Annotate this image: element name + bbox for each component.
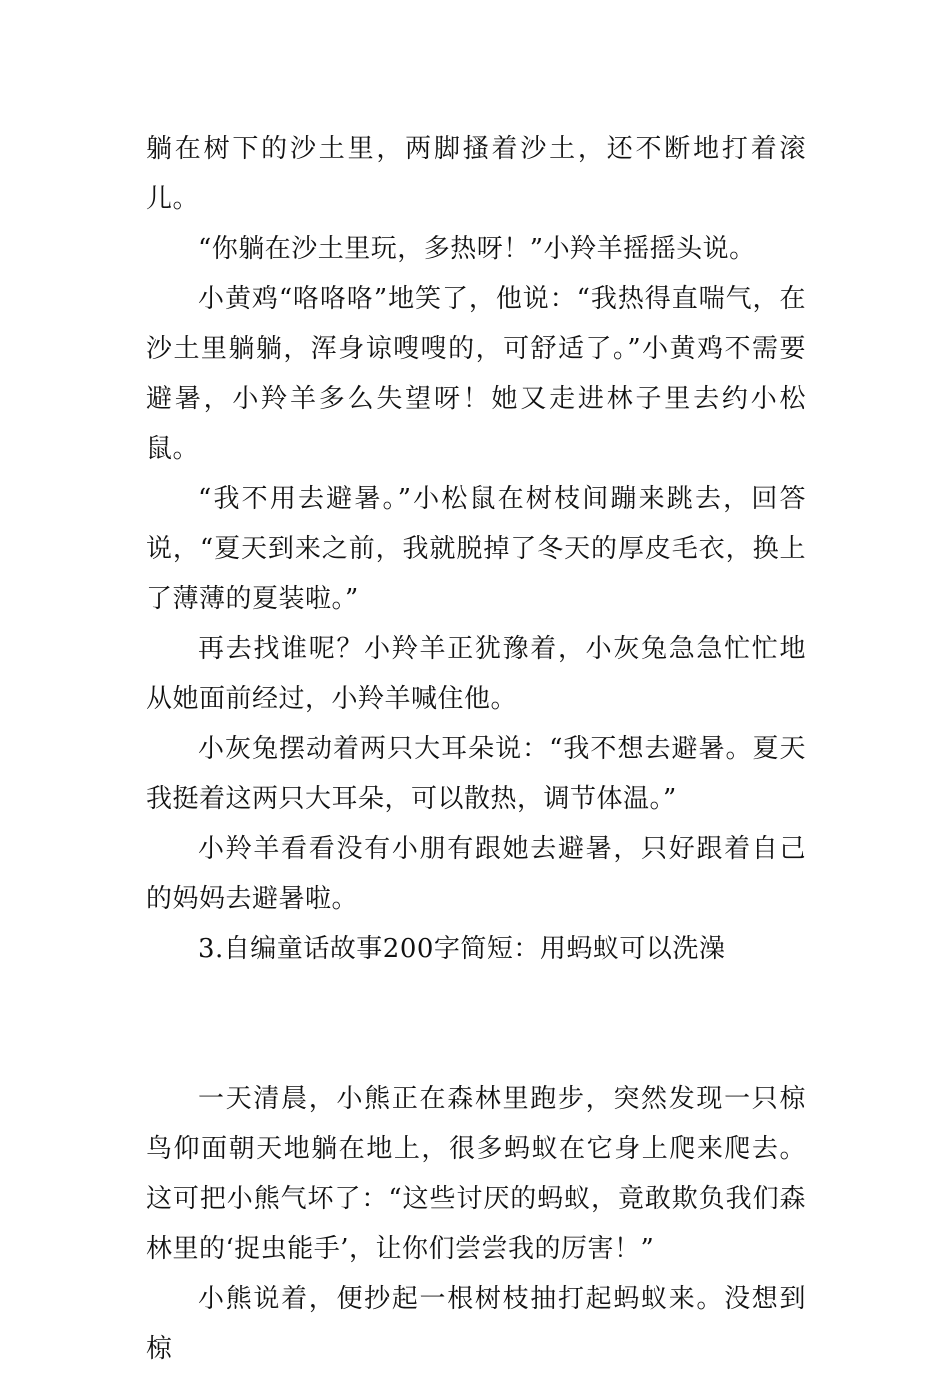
paragraph-continuation: 躺在树下的沙土里，两脚搔着沙土，还不断地打着滚儿。 <box>146 134 806 214</box>
paragraph: 小羚羊看看没有小朋有跟她去避暑，只好跟着自己的妈妈去避暑啦。 <box>146 834 806 914</box>
paragraph: 一天清晨，小熊正在森林里跑步，突然发现一只椋鸟仰面朝天地躺在地上，很多蚂蚁在它身上爬来爬去。这可把小熊气坏了：“这些讨厌的蚂蚁，竟敢欺负我们森林里的‘捉虫能手’，让你们尝尝我的厉害！” <box>146 1084 806 1264</box>
blank-space <box>146 974 806 1074</box>
section-heading: 3.自编童话故事200字简短：用蚂蚁可以洗澡 <box>198 934 726 964</box>
paragraph: 小黄鸡“咯咯咯”地笑了，他说：“我热得直喘气，在沙土里躺躺，浑身谅嗖嗖的，可舒适了。”小黄鸡不需要避暑，小羚羊多么失望呀！她又走进林子里去约小松鼠。 <box>146 284 806 464</box>
document-body <box>146 124 806 1374</box>
paragraph: “我不用去避暑。”小松鼠在树枝间蹦来跳去，回答说，“夏天到来之前，我就脱掉了冬天的厚皮毛衣，换上了薄薄的夏装啦。” <box>146 484 806 614</box>
paragraph: “你躺在沙土里玩，多热呀！”小羚羊摇摇头说。 <box>198 234 756 264</box>
paragraph: 小灰兔摆动着两只大耳朵说：“我不想去避暑。夏天我挺着这两只大耳朵，可以散热，调节体温。” <box>146 734 806 814</box>
paragraph: 小熊说着，便抄起一根树枝抽打起蚂蚁来。没想到椋 <box>146 1284 806 1364</box>
paragraph: 再去找谁呢？小羚羊正犹豫着，小灰兔急急忙忙地从她面前经过，小羚羊喊住他。 <box>146 634 806 714</box>
